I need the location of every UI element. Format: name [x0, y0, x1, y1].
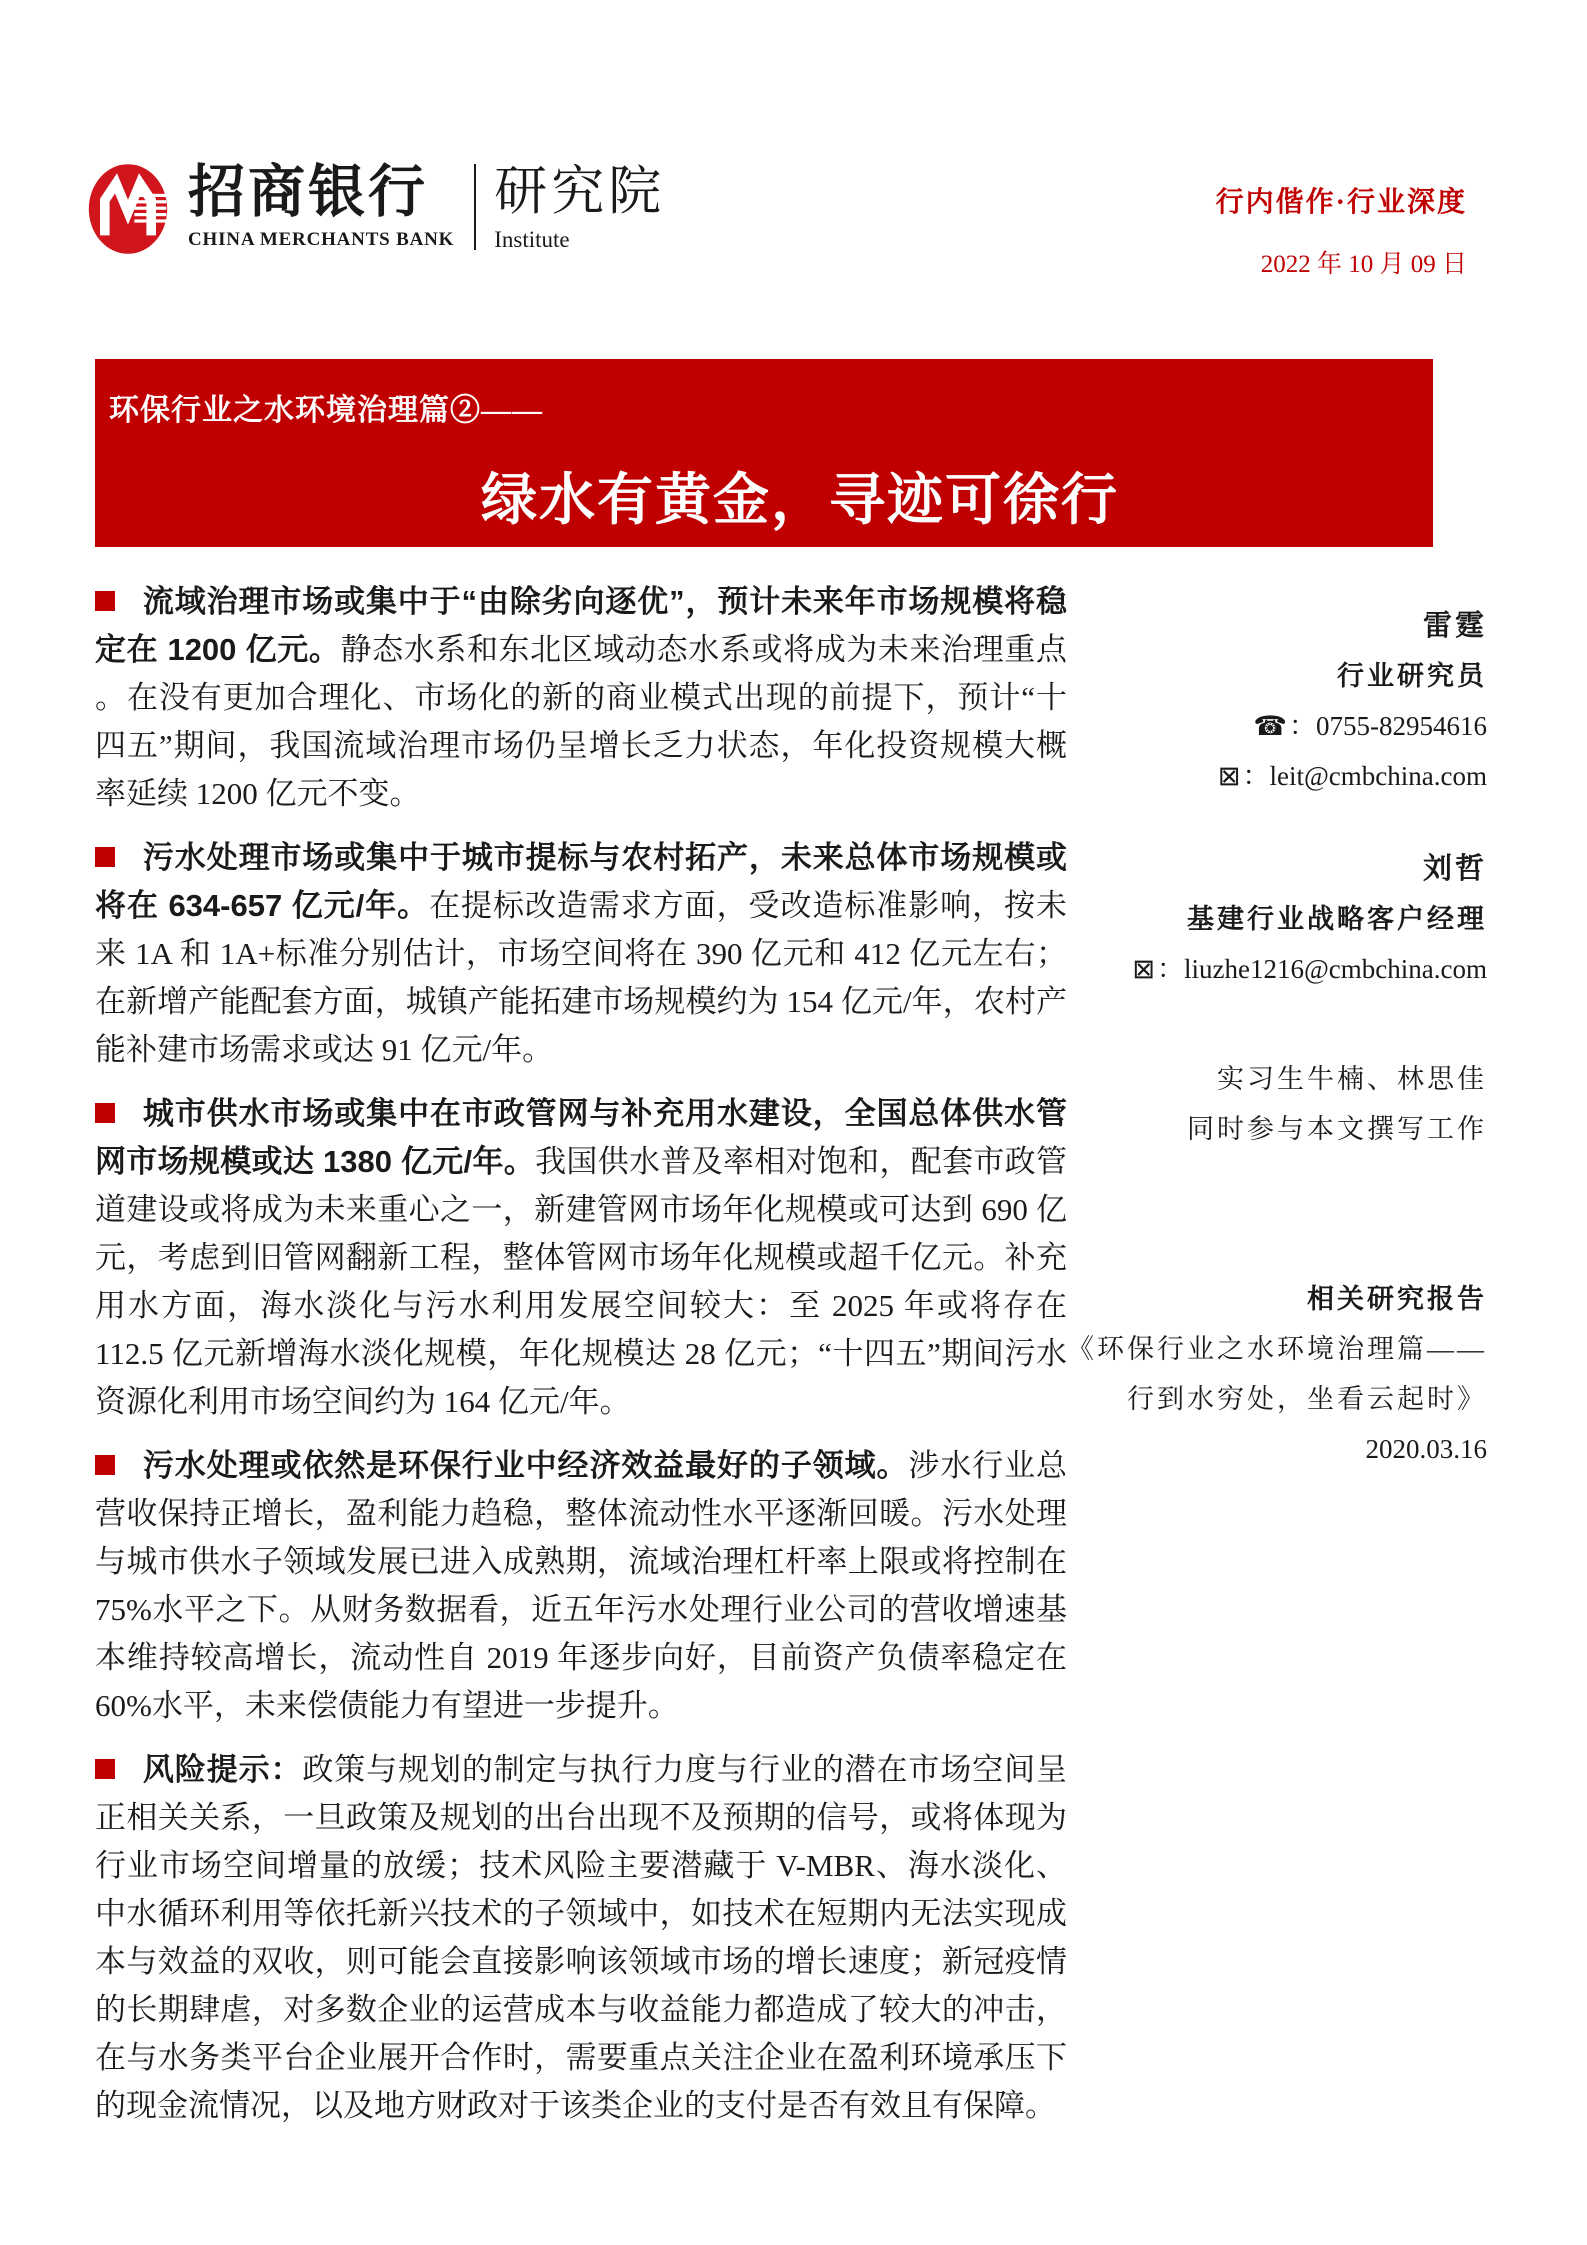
bullet-square-icon	[95, 1455, 115, 1475]
analyst-name: 刘哲	[1422, 853, 1487, 885]
bank-name-en: CHINA MERCHANTS BANK	[188, 228, 455, 250]
institute-block	[494, 162, 665, 253]
related-report-date: 2020.03.16	[1365, 1434, 1487, 1464]
analyst-phone: 0755-82954616	[1316, 711, 1487, 741]
analyst-email-line	[1057, 944, 1487, 994]
colon-separator: ：	[1289, 711, 1316, 741]
author-sidebar	[1057, 601, 1487, 1474]
interns-note-line: 同时参与本文撰写工作	[1187, 1114, 1487, 1144]
bullet-square-icon	[95, 1103, 115, 1123]
phone-icon: ☎	[1253, 711, 1287, 741]
email-icon: ⊠	[1217, 761, 1241, 791]
title-banner	[95, 359, 1433, 547]
analyst-email: leit@cmbchina.com	[1269, 761, 1487, 791]
header-divider	[474, 164, 476, 250]
institute-name-cn: 研究院	[494, 163, 666, 221]
summary-paragraph	[95, 834, 1067, 1074]
series-title: 环保行业之水环境治理篇②——	[109, 394, 543, 427]
colon-separator: ：	[1156, 954, 1184, 984]
email-icon: ⊠	[1132, 954, 1155, 984]
paragraph-lead: 污水处理或依然是环保行业中经济效益最好的子领域。	[142, 1448, 909, 1483]
paragraph-text: 政策与规划的制定与执行力度与行业的潜在市场空间呈正相关关系，一旦政策及规划的出台出现不及预期的信号，或将体现为行业市场空间增量的放缓；技术风险主要潜藏于 V-MBR、海水淡化、中水循环利用等依托新兴技术的子领域中，如技术在短期内无法实现成本与效益的双收，则可能会直接影响该领域市场的增长速度；新冠疫情的长期肆虐，对多数企业的运营成本与收益能力都造成了较大的冲击，在与水务类平台企业展开合作时，需要重点关注企业在盈利环境承压下的现金流情况，以及地方财政对于该类企业的支付是否有效且有保障。	[95, 1752, 1068, 2123]
analyst-phone-line	[1057, 701, 1487, 751]
main-title: 绿水有黄金，寻迹可徐行	[481, 470, 1119, 532]
report-category: 行内偕作·行业深度	[1215, 187, 1467, 218]
paragraph-text: 涉水行业总营收保持正增长，盈利能力趋稳，整体流动性水平逐渐回暖。污水处理与城市供水子领域发展已进入成熟期，流域治理杠杆率上限或将控制在 75%水平之下。从财务数据看，近五年污水处理行业公司的营收增速基本维持较高增长，流动性自 2019 年逐步向好，目前资产负债率稳定在 60%水平，未来偿债能力有望进一步提升。	[95, 1448, 1068, 1723]
summary-paragraph	[95, 1442, 1067, 1730]
related-report-title-line: 行到水穷处，坐看云起时》	[1127, 1384, 1487, 1414]
header-meta	[1216, 180, 1467, 280]
analyst-title: 基建行业战略客户经理	[1187, 904, 1487, 934]
paragraph-lead: 风险提示：	[142, 1752, 303, 1787]
paragraph-lead: 流域治理市场或集中于“由除劣向逐优”，预计未来年市场规模将稳定在 1200 亿元。	[95, 584, 1067, 667]
paragraph-lead: 污水处理市场或集中于城市提标与农村拓产，未来总体市场规模或将在 634-657 亿元/年。	[95, 840, 1067, 923]
analyst-email-line	[1057, 751, 1487, 801]
interns-note-line: 实习生牛楠、林思佳	[1217, 1064, 1487, 1094]
bullet-square-icon	[95, 847, 115, 867]
related-report-title-line: 《环保行业之水环境治理篇——	[1067, 1334, 1487, 1364]
analyst-name: 雷霆	[1422, 610, 1487, 642]
bullet-square-icon	[95, 591, 115, 611]
bank-name-cn: 招商银行	[188, 161, 428, 224]
analyst-title: 行业研究员	[1337, 661, 1487, 691]
summary-paragraph	[95, 1746, 1067, 2130]
paragraph-text: 在提标改造需求方面，受改造标准影响，按未来 1A 和 1A+标准分别估计，市场空间将在 390 亿元和 412 亿元左右；在新增产能配套方面，城镇产能拓建市场规模约为 154 亿元/年，农村产能补建市场需求或达 91 亿元/年。	[95, 888, 1067, 1067]
paragraph-text: 静态水系和东北区域动态水系或将成为未来治理重点 。在没有更加合理化、市场化的新的商业模式出现的前提下，预计“十四五”期间，我国流域治理市场仍呈增长乏力状态，年化投资规模大概率延续 1200 亿元不变。	[95, 632, 1067, 811]
header-logo-block	[88, 162, 665, 256]
summary-column	[95, 578, 1067, 2146]
analyst-email: liuzhe1216@cmbchina.com	[1183, 954, 1487, 984]
bank-name-block	[188, 162, 454, 251]
institute-name-en: Institute	[494, 226, 570, 252]
related-reports-heading: 相关研究报告	[1307, 1284, 1487, 1314]
cmb-logo-icon	[88, 162, 168, 256]
bullet-square-icon	[95, 1759, 115, 1779]
report-date: 2022 年 10 月 09 日	[1260, 251, 1467, 278]
summary-paragraph	[95, 578, 1067, 818]
paragraph-text: 我国供水普及率相对饱和，配套市政管道建设或将成为未来重心之一，新建管网市场年化规模或可达到 690 亿元，考虑到旧管网翻新工程，整体管网市场年化规模或超千亿元。补充用水方面，海水淡化与污水利用发展空间较大：至 2025 年或将存在 112.5 亿元新增海水淡化规模，年化规模达 28 亿元；“十四五”期间污水资源化利用市场空间约为 164 亿元/年。	[95, 1144, 1067, 1419]
summary-paragraph	[95, 1090, 1067, 1426]
paragraph-lead: 城市供水市场或集中在市政管网与补充用水建设，全国总体供水管网市场规模或达 1380 亿元/年。	[95, 1096, 1067, 1179]
colon-separator: ：	[1242, 761, 1270, 791]
